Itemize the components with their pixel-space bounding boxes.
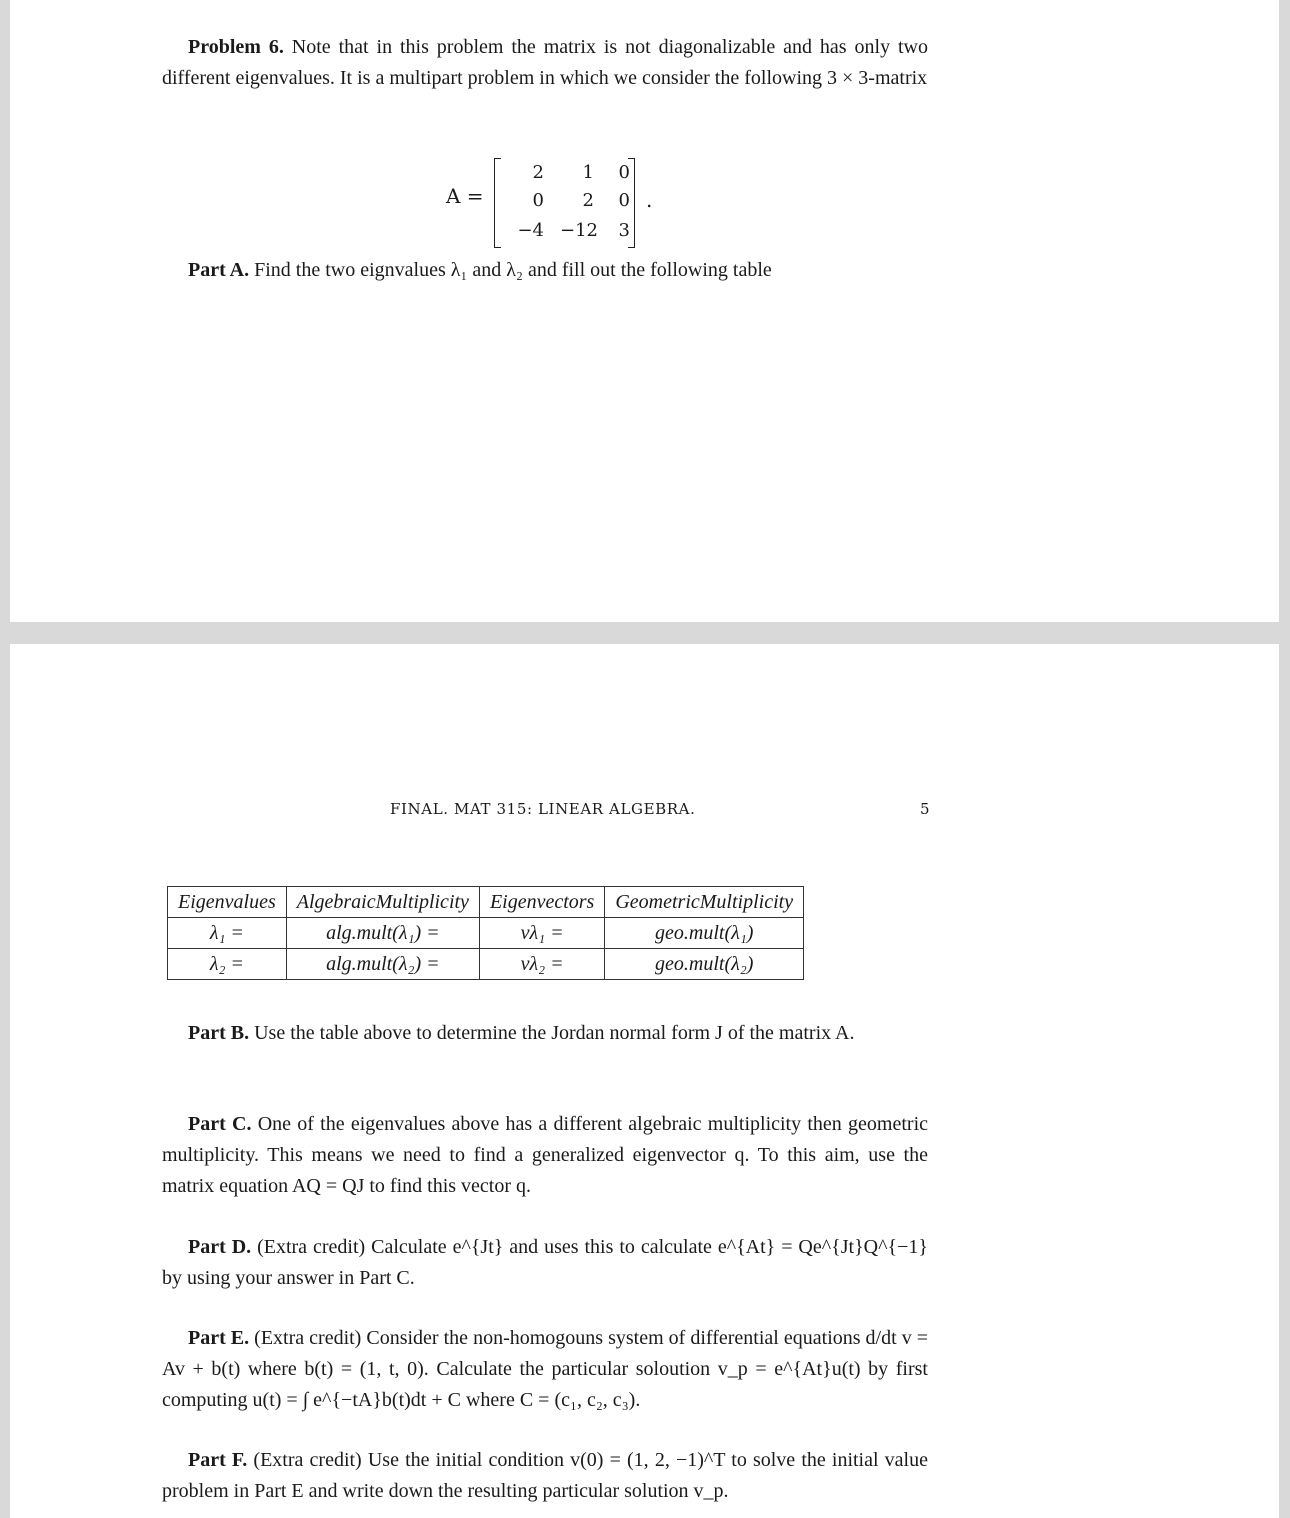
page-2 [10, 644, 1279, 1518]
table-header: AlgebraicMultiplicity [286, 887, 479, 918]
matrix-cell: 1 [582, 162, 594, 183]
part-d-text: (Extra credit) Calculate e^{Jt} and uses this to calculate e^{At} = Qe^{Jt}Q^{−1} by using your answer in Part C. [162, 1236, 928, 1289]
part-b-label: Part B. [188, 1022, 250, 1044]
part-e-paragraph [162, 1323, 928, 1416]
table-row [168, 949, 804, 980]
table-header: Eigenvalues [168, 887, 287, 918]
matrix-a [446, 156, 686, 248]
part-b-text: Use the table above to determine the Jordan normal form J of the matrix A. [254, 1022, 855, 1044]
table-cell: geo.mult(λ₂) [605, 949, 804, 980]
problem-paragraph [162, 32, 928, 94]
matrix-cell: 0 [532, 190, 544, 211]
part-d-label: Part D. [188, 1236, 252, 1258]
page-1 [10, 0, 1279, 622]
problem-heading: Problem 6. [188, 36, 284, 58]
matrix-period: . [646, 188, 653, 212]
matrix-cell: 3 [618, 220, 630, 241]
part-d-paragraph [162, 1232, 928, 1294]
eigen-table [167, 886, 804, 980]
page-number: 5 [920, 800, 930, 818]
table-header-row [168, 887, 804, 918]
problem-intro: Note that in this problem the matrix is not diagonalizable and has only two different eigenvalues. It is a multipart problem in which we consider the following 3 × 3-matrix [162, 36, 928, 89]
matrix-right-bracket [628, 158, 635, 248]
table-header: Eigenvectors [479, 887, 604, 918]
part-c-label: Part C. [188, 1113, 252, 1135]
matrix-left-bracket [494, 158, 501, 248]
table-cell: geo.mult(λ₁) [605, 918, 804, 949]
part-a-label: Part A. [188, 259, 250, 281]
table-cell: λ₂ = [168, 949, 287, 980]
matrix-cell: 2 [582, 190, 594, 211]
table-cell: alg.mult(λ₁) = [286, 918, 479, 949]
table-cell: vλ₂ = [479, 949, 604, 980]
part-c-paragraph [162, 1109, 928, 1202]
part-e-label: Part E. [188, 1327, 250, 1349]
matrix-cell: 0 [618, 190, 630, 211]
matrix-cell: 2 [532, 162, 544, 183]
table-cell: λ₁ = [168, 918, 287, 949]
part-c-text: One of the eigenvalues above has a different algebraic multiplicity then geometric multiplicity. This means we need to find a generalized eigenvector q. To this aim, use the matrix equation AQ = QJ to find this vector q. [162, 1113, 929, 1197]
part-a-paragraph [162, 255, 928, 286]
matrix-cell: −12 [560, 220, 598, 241]
matrix-cell: −4 [517, 220, 544, 241]
matrix-cell: 0 [618, 162, 630, 183]
part-f-text: (Extra credit) Use the initial condition v(0) = (1, 2, −1)^T to solve the initial value problem in Part E and write down the resulting particular solution v_p. [162, 1449, 928, 1502]
part-f-paragraph [162, 1445, 928, 1507]
table-cell: alg.mult(λ₂) = [286, 949, 479, 980]
part-b-paragraph [162, 1018, 928, 1049]
table-cell: vλ₁ = [479, 918, 604, 949]
part-f-label: Part F. [188, 1449, 248, 1471]
matrix-lhs: A = [446, 184, 484, 208]
table-header: GeometricMultiplicity [605, 887, 804, 918]
running-head: FINAL. MAT 315: LINEAR ALGEBRA. [390, 800, 696, 818]
part-a-text: Find the two eignvalues λ₁ and λ₂ and fill out the following table [254, 259, 772, 281]
table-row [168, 918, 804, 949]
part-e-text: (Extra credit) Consider the non-homogouns system of differential equations d/dt v = Av + b(t) where b(t) = (1, t, 0). Calculate the particular soloution v_p = e^{At}u(t) by first computing u(t) = ∫ e^{−tA}b(t)dt + C where C = (c₁, c₂, c₃). [162, 1327, 929, 1411]
